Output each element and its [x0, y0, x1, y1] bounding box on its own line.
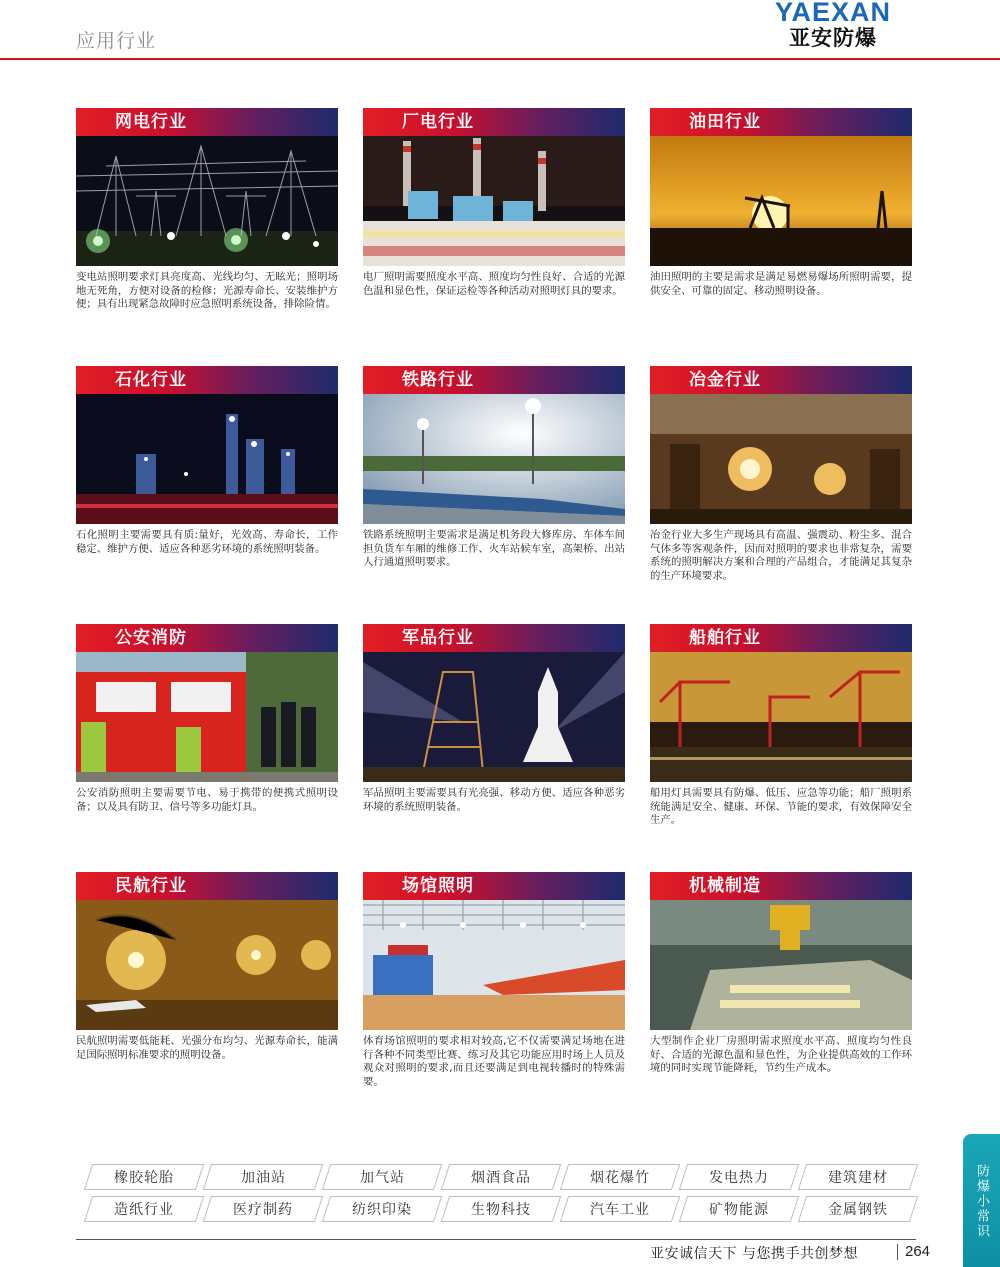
card-description: 体育场馆照明的要求相对较高,它不仅需要满足场地在进行各种不同类型比赛、练习及其它功能应用时场上人员及观众对照明的要求,而且还要满足到电视转播时的特殊需要。	[363, 1035, 625, 1088]
card-title-bar	[650, 366, 912, 394]
card-title-bar	[363, 872, 625, 900]
card-description: 铁路系统照明主要需求是满足机务段大修库房、车体车间担负货车车厢的维修工作、火车站候车室，高架桥、出站人行通道照明要求。	[363, 529, 625, 569]
card-title: 民航行业	[115, 876, 187, 896]
card-description: 民航照明需要低能耗、光强分布均匀、光源寿命长，能满足国际照明标准要求的照明设备。	[76, 1035, 338, 1061]
industry-card-power-plant	[363, 108, 625, 298]
brand-name-en: YAEXAN	[774, 0, 892, 27]
railway-yard-photo	[363, 394, 625, 524]
section-title: 应用行业	[76, 30, 157, 52]
card-title-bar	[76, 366, 338, 394]
card-title-bar	[76, 872, 338, 900]
industry-card-petrochemical	[76, 366, 338, 556]
industry-card-fire-police	[76, 624, 338, 814]
power-plant-night-photo	[363, 136, 625, 266]
card-title: 公安消防	[115, 628, 187, 648]
substation-night-photo	[76, 136, 338, 266]
card-title: 网电行业	[115, 112, 187, 132]
card-title: 军品行业	[402, 628, 474, 648]
petrochemical-plant-photo	[76, 394, 338, 524]
card-title: 场馆照明	[402, 876, 474, 896]
industry-card-machinery	[650, 872, 912, 1076]
side-tab-label: 防爆小常识	[974, 1164, 989, 1239]
card-title-bar	[650, 872, 912, 900]
brand-name-cn: 亚安防爆	[789, 26, 877, 50]
tag-mining-energy: 矿物能源	[679, 1196, 799, 1222]
card-title: 油田行业	[689, 112, 761, 132]
industry-tag-list	[88, 1164, 926, 1228]
card-title-bar	[363, 624, 625, 652]
tag-pharma: 医疗制药	[203, 1196, 323, 1222]
header-divider	[0, 58, 1000, 60]
tag-rubber-tire: 橡胶轮胎	[84, 1164, 204, 1190]
card-title: 冶金行业	[689, 370, 761, 390]
industry-card-shipbuilding	[650, 624, 912, 828]
oilfield-sunset-photo	[650, 136, 912, 266]
card-description: 油田照明的主要是需求是满足易燃易爆场所照明需要，提供安全、可靠的固定、移动照明设备。	[650, 271, 912, 297]
card-title: 机械制造	[689, 876, 761, 896]
card-title-bar	[650, 108, 912, 136]
industry-card-grid-power	[76, 108, 338, 312]
industry-card-railway	[363, 366, 625, 570]
card-title-bar	[76, 108, 338, 136]
side-tab[interactable]	[963, 1134, 1000, 1267]
card-description: 船用灯具需要具有防爆、低压、应急等功能；船厂照明系统能满足安全、健康、环保、节能的要求，有效保障安全生产。	[650, 787, 912, 827]
steel-mill-photo	[650, 394, 912, 524]
tag-biotech: 生物科技	[441, 1196, 561, 1222]
stadium-interior-photo	[363, 900, 625, 1030]
industry-card-civil-aviation	[76, 872, 338, 1062]
industry-card-stadium	[363, 872, 625, 1089]
tag-row	[88, 1196, 926, 1222]
airport-night-photo	[76, 900, 338, 1030]
brand-logo	[758, 0, 908, 51]
card-description: 公安消防照明主要需要节电、易于携带的便携式照明设备；以及具有防卫、信号等多功能灯具。	[76, 787, 338, 813]
factory-floor-photo	[650, 900, 912, 1030]
card-description: 军品照明主要需要具有光亮强、移动方便、适应各种恶劣环境的系统照明装备。	[363, 787, 625, 813]
tag-automotive: 汽车工业	[560, 1196, 680, 1222]
card-title-bar	[650, 624, 912, 652]
industry-card-metallurgy	[650, 366, 912, 583]
space-shuttle-launch-photo	[363, 652, 625, 782]
card-title: 石化行业	[115, 370, 187, 390]
card-description: 变电站照明要求灯具亮度高、光线均匀、无眩光；照明场地无死角，方便对设备的检修；光源寿命长、安装维护方便；具有出现紧急故障时应急照明系统设备，排除险情。	[76, 271, 338, 311]
tag-row	[88, 1164, 926, 1190]
tag-metal-steel: 金属钢铁	[798, 1196, 918, 1222]
card-title: 厂电行业	[402, 112, 474, 132]
tag-cng-station: 加气站	[322, 1164, 442, 1190]
tag-paper: 造纸行业	[84, 1196, 204, 1222]
footer-slogan: 亚安诚信天下 与您携手共创梦想	[650, 1246, 858, 1262]
tag-gas-station: 加油站	[203, 1164, 323, 1190]
industry-card-oilfield	[650, 108, 912, 298]
card-title: 船舶行业	[689, 628, 761, 648]
card-title-bar	[76, 624, 338, 652]
card-description: 石化照明主要需要具有质:量好，光效高、寿命长，工作稳定、维护方便、适应各种恶劣环境的系统照明装备。	[76, 529, 338, 555]
card-description: 冶金行业大多生产现场具有高温、强震动、粉尘多、混合气体多等客观条件，因而对照明的要求也非常复杂，需要系统的照明解决方案和合理的产品组合，才能满足其复杂的生产环境要求。	[650, 529, 912, 582]
shipyard-cranes-photo	[650, 652, 912, 782]
tag-tobacco-food: 烟酒食品	[441, 1164, 561, 1190]
card-title-bar	[363, 366, 625, 394]
tag-building-materials: 建筑建材	[798, 1164, 918, 1190]
firefighters-photo	[76, 652, 338, 782]
page-number: 264	[905, 1243, 931, 1260]
industry-card-military	[363, 624, 625, 814]
tag-power-heat: 发电热力	[679, 1164, 799, 1190]
card-title-bar	[363, 108, 625, 136]
card-description: 大型制作企业厂房照明需求照度水平高、照度均匀性良好、合适的光源色温和显色性，为企业提供高效的工作环境的同时实现节能降耗，节约生产成本。	[650, 1035, 912, 1075]
footer-divider	[76, 1239, 916, 1240]
footer-separator	[897, 1244, 898, 1260]
tag-textile: 纺织印染	[322, 1196, 442, 1222]
tag-fireworks: 烟花爆竹	[560, 1164, 680, 1190]
card-description: 电厂照明需要照度水平高、照度均匀性良好、合适的光源色温和显色性，保证运检等各种活动对照明灯具的要求。	[363, 271, 625, 297]
card-title: 铁路行业	[402, 370, 474, 390]
